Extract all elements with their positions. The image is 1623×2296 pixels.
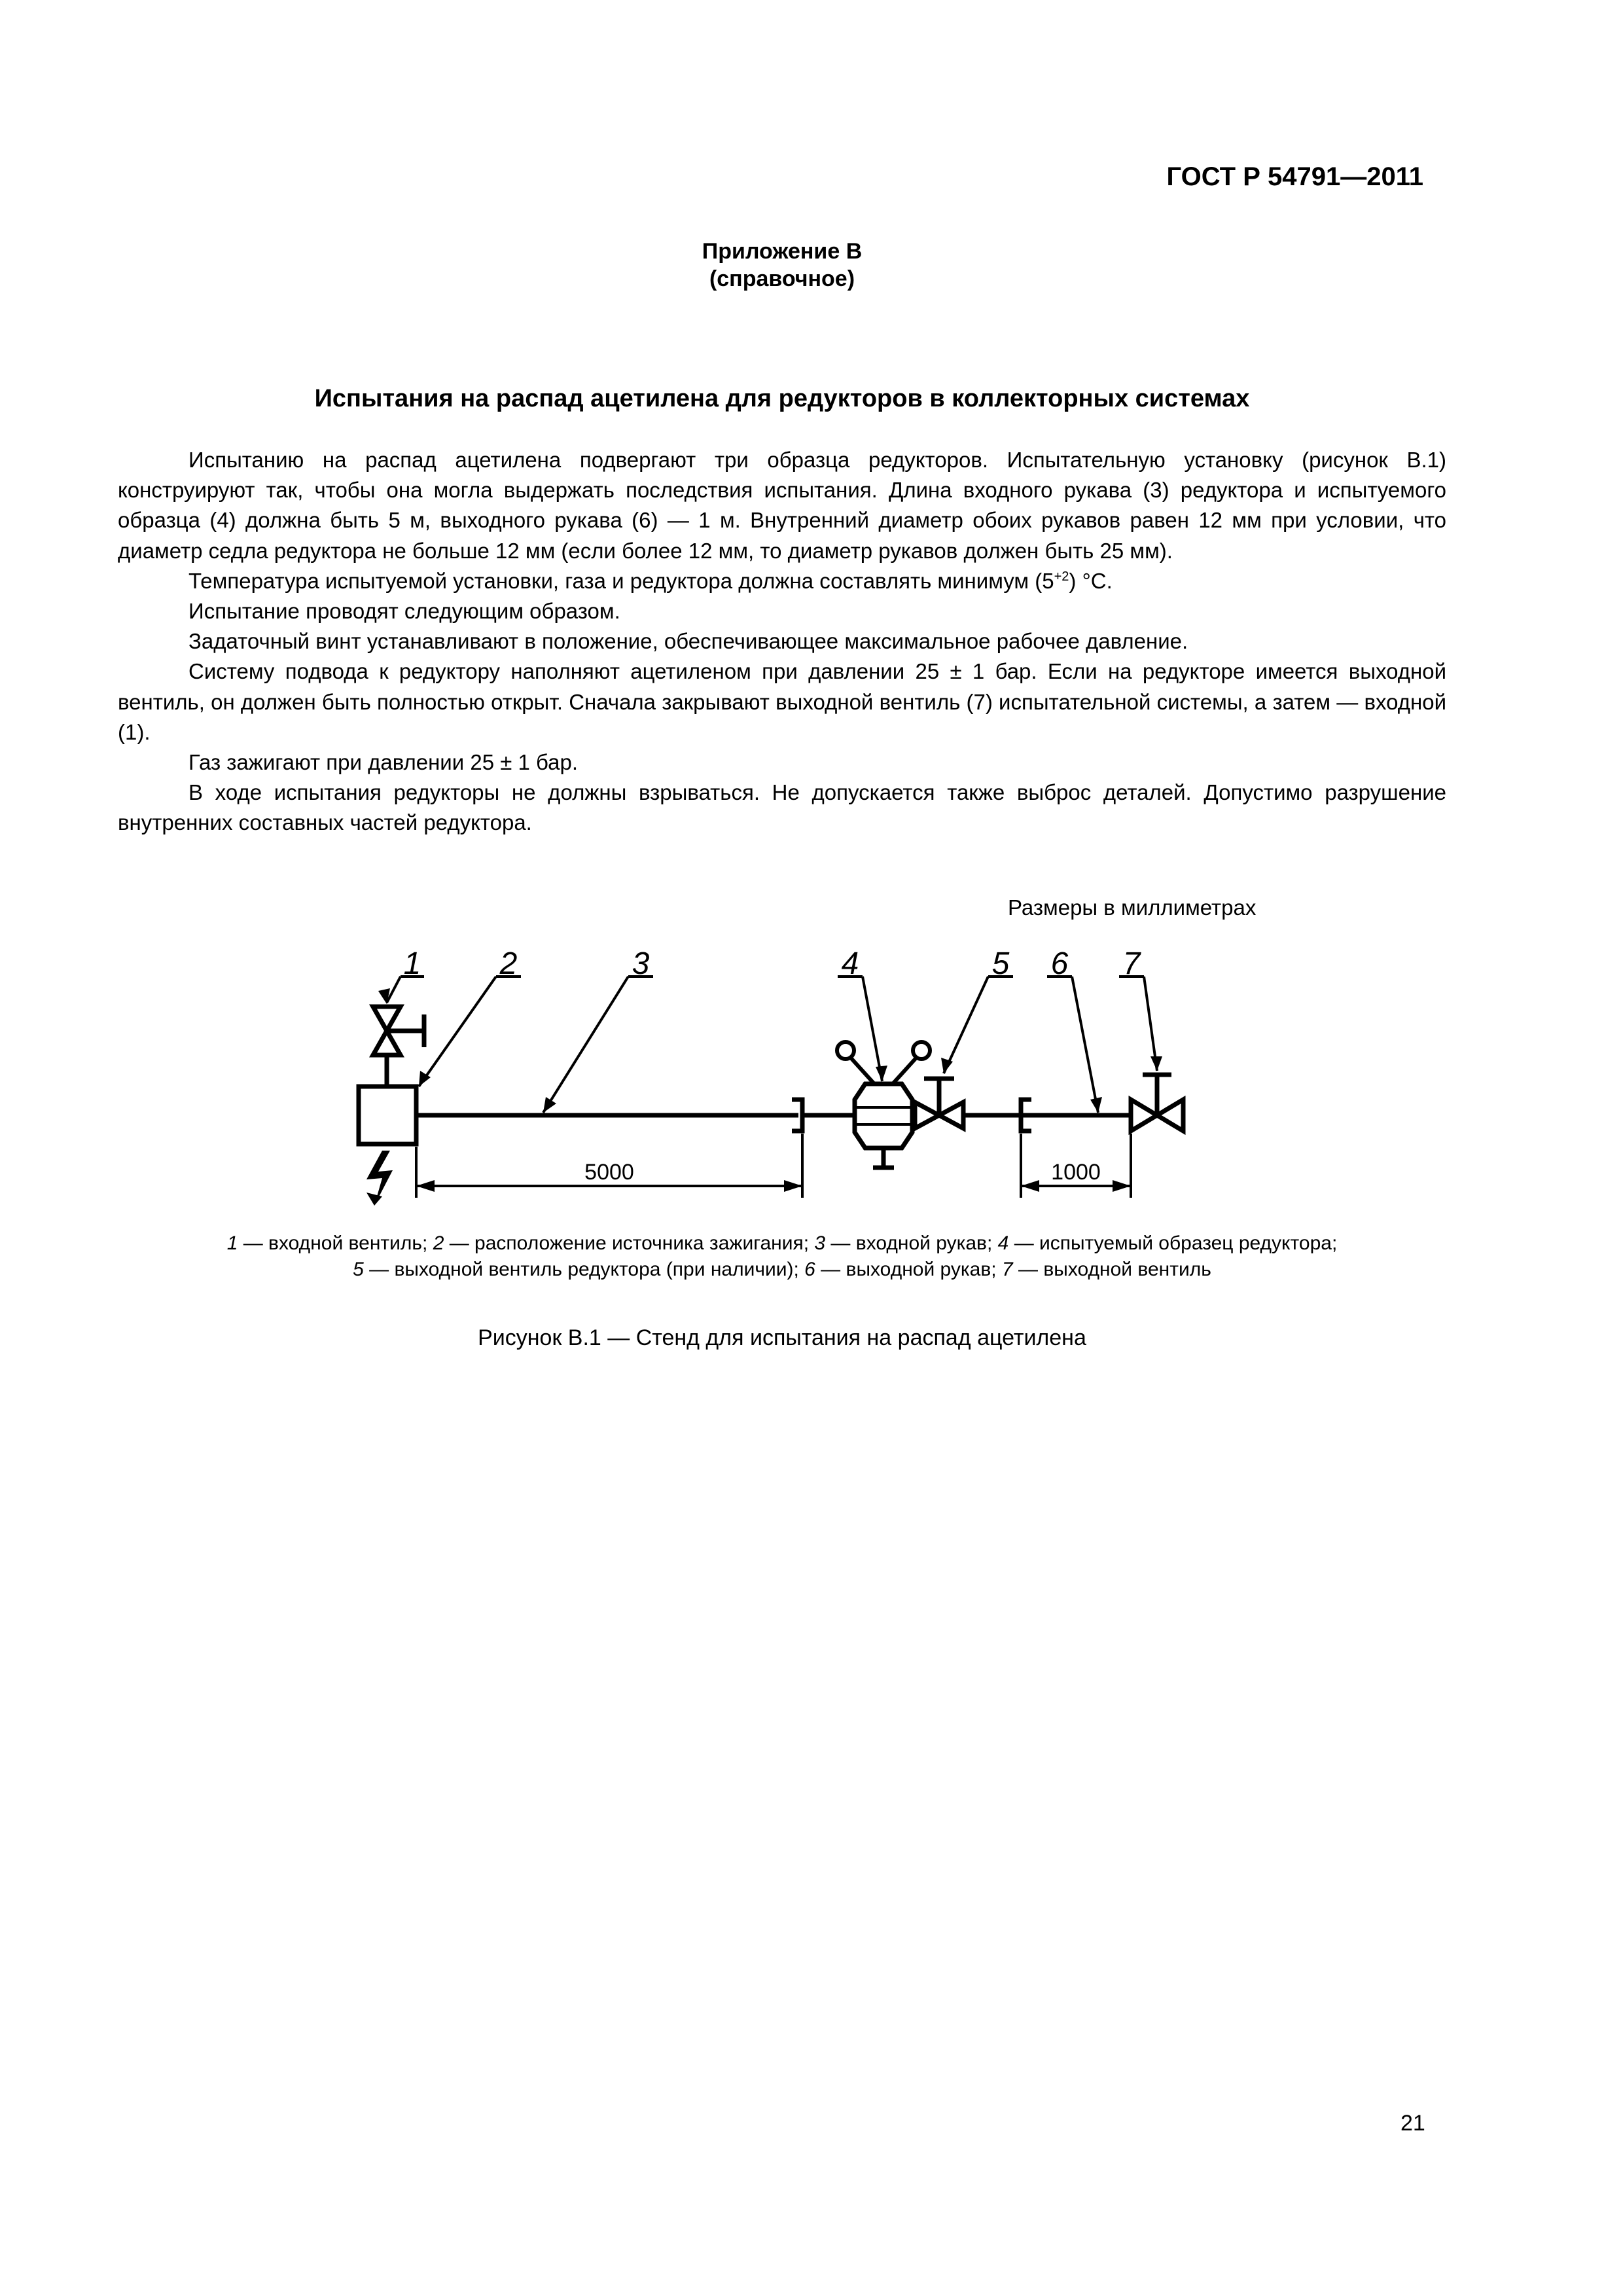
legend-number: 1 <box>226 1232 238 1254</box>
legend-text: — выходной рукав; <box>815 1259 1002 1280</box>
callout-label: 7 <box>1122 946 1141 981</box>
paragraph <box>118 566 1446 596</box>
paragraph: В ходе испытания редукторы не должны взрываться. Не допускается также выброс деталей. Допустимо разрушение внутренних составных частей редуктора. <box>118 780 1446 835</box>
figure-caption: Рисунок В.1 — Стенд для испытания на распад ацетилена <box>478 1325 1086 1350</box>
figure-legend <box>0 1230 1564 1283</box>
legend-text: — испытуемый образец редуктора; <box>1008 1232 1338 1254</box>
superscript: +2 <box>1054 569 1069 584</box>
hose-coupling-icon <box>792 1100 802 1131</box>
legend-text: — выходной вентиль редуктора (при наличии); <box>363 1259 805 1280</box>
outlet-regulator-valve-icon <box>915 1079 963 1128</box>
legend-text: — входной вентиль; <box>238 1232 433 1254</box>
inlet-valve-icon <box>373 1007 424 1086</box>
document-code: ГОСТ Р 54791—2011 <box>1166 162 1423 191</box>
annex-title: Приложение В <box>702 239 863 264</box>
dimensions-note: Размеры в миллиметрах <box>1008 895 1257 920</box>
paragraph: Задаточный винт устанавливают в положение, обеспечивающее максимальное рабочее давление. <box>188 629 1188 654</box>
callout-label: 5 <box>991 946 1010 981</box>
legend-number: 2 <box>433 1232 444 1254</box>
outlet-valve-icon <box>1131 1075 1183 1131</box>
legend-number: 6 <box>804 1259 815 1280</box>
legend-line <box>0 1257 1564 1283</box>
regulator-icon <box>837 1042 930 1168</box>
section-heading: Испытания на распад ацетилена для редукторов в коллекторных системах <box>314 385 1250 412</box>
legend-text: — входной рукав; <box>825 1232 998 1254</box>
callout-label: 6 <box>1050 946 1069 981</box>
callout-label: 2 <box>499 946 518 981</box>
dimension-label: 5000 <box>584 1160 634 1185</box>
ignition-source-box <box>359 1086 416 1144</box>
legend-number: 4 <box>997 1232 1009 1254</box>
legend-number: 3 <box>814 1232 826 1254</box>
body-text <box>118 445 1446 838</box>
callout-label: 1 <box>403 946 421 981</box>
legend-text: — выходной вентиль <box>1012 1259 1211 1280</box>
legend-number: 7 <box>1001 1259 1013 1280</box>
legend-text: — расположение источника зажигания; <box>444 1232 815 1254</box>
paragraph: Газ зажигают при давлении 25 ± 1 бар. <box>188 750 579 775</box>
lightning-icon <box>366 1151 393 1206</box>
paragraph-text: Температура испытуемой установки, газа и редуктора должна составлять минимум (5 <box>188 568 1054 593</box>
callout-label: 3 <box>632 946 650 981</box>
legend-number: 5 <box>353 1259 364 1280</box>
paragraph: Систему подвода к редуктору наполняют ацетиленом при давлении 25 ± 1 бар. Если на редукторе имеется выходной вентиль, он должен быть полностью открыт. Сначала закрывают выходной вентиль (7) испытательной системы, а затем — входной (1). <box>118 659 1446 744</box>
page-number: 21 <box>1400 2111 1425 2136</box>
paragraph-text: ) °С. <box>1069 568 1113 593</box>
annex-type: (справочное) <box>709 266 855 291</box>
legend-line <box>0 1230 1564 1257</box>
paragraph: Испытанию на распад ацетилена подвергают три образца редукторов. Испытательную установку (рисунок В.1) конструируют так, чтобы она могла выдержать последствия испытания. Длина входного рукава (3) редуктора и испытуемого образца (4) должна быть 5 м, выходного рукава (6) — 1 м. Внутренний диаметр обоих рукавов равен 12 мм при условии, что диаметр седла редуктора не больше 12 мм (если более 12 мм, то диаметр рукавов должен быть 25 мм). <box>118 448 1446 563</box>
paragraph: Испытание проводят следующим образом. <box>188 599 620 624</box>
callout-label: 4 <box>841 946 859 981</box>
hose-coupling-icon <box>1021 1100 1031 1131</box>
dimension-label: 1000 <box>1051 1160 1101 1185</box>
